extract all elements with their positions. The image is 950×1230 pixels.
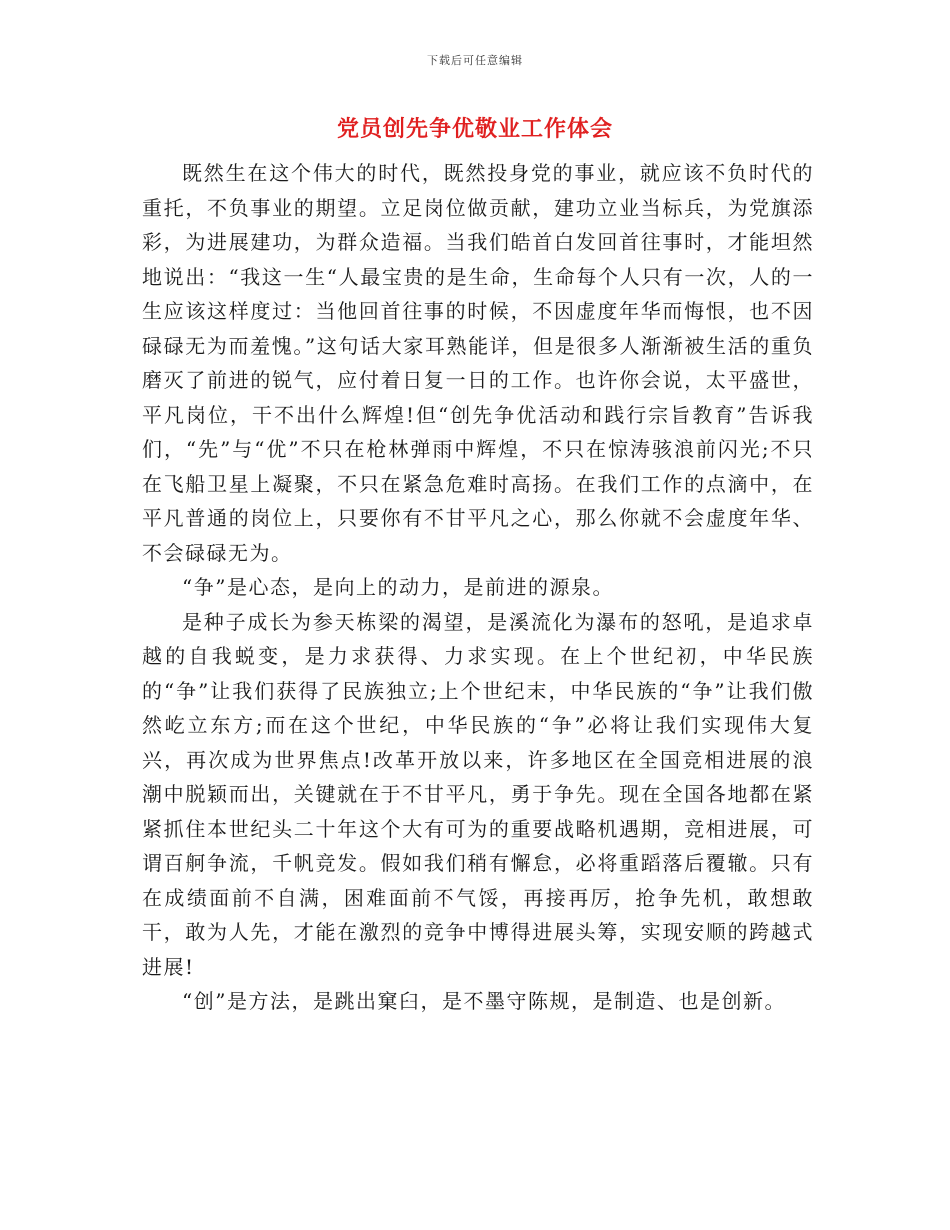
paragraph: 既然生在这个伟大的时代，既然投身党的事业，就应该不负时代的重托，不负事业的期望。立足岗位做贡献，建功立业当标兵，为党旗添彩，为进展建功，为群众造福。当我们皓首白发回首往事时，才能坦然地说出：“我这一生“人最宝贵的是生命，生命每个人只有一次，人的一生应该这样度过：当他回首往事的时候，不因虚度年华而悔恨，也不因碌碌无为而羞愧。”这句话大家耳熟能详，但是很多人渐渐被生活的重负磨灭了前进的锐气，应付着日复一日的工作。也许你会说，太平盛世，平凡岗位，干不出什么辉煌!但“创先争优活动和践行宗旨教育”告诉我们，“先”与“优”不只在枪林弹雨中辉煌，不只在惊涛骇浪前闪光;不只在飞船卫星上凝聚，不只在紧急危难时高扬。在我们工作的点滴中，在平凡普通的岗位上，只要你有不甘平凡之心，那么你就不会虚度年华、不会碌碌无为。 bbox=[142, 161, 814, 565]
paragraph: 是种子成长为参天栋梁的渴望，是溪流化为瀑布的怒吼，是追求卓越的自我蜕变，是力求获得、力求实现。在上个世纪初，中华民族的“争”让我们获得了民族独立;上个世纪末，中华民族的“争”让我们傲然屹立东方;而在这个世纪，中华民族的“争”必将让我们实现伟大复兴，再次成为世界焦点!改革开放以来，许多地区在全国竞相进展的浪潮中脱颖而出，关键就在于不甘平凡，勇于争先。现在全国各地都在紧紧抓住本世纪头二十年这个大有可为的重要战略机遇期，竞相进展，可谓百舸争流，千帆竞发。假如我们稍有懈怠，必将重蹈落后覆辙。只有在成绩面前不自满，困难面前不气馁，再接再厉，抢争先机，敢想敢干，敢为人先，才能在激烈的竞争中博得进展头筹，实现安顺的跨越式进展! bbox=[142, 609, 814, 979]
document-body bbox=[142, 156, 814, 1019]
paragraph: “创”是方法，是跳出窠臼，是不墨守陈规，是制造、也是创新。 bbox=[182, 989, 786, 1013]
header-note: 下载后可任意编辑 bbox=[427, 54, 523, 67]
paragraph: “争”是心态，是向上的动力，是前进的源泉。 bbox=[182, 575, 614, 599]
document-title: 党员创先争优敬业工作体会 bbox=[336, 116, 613, 142]
